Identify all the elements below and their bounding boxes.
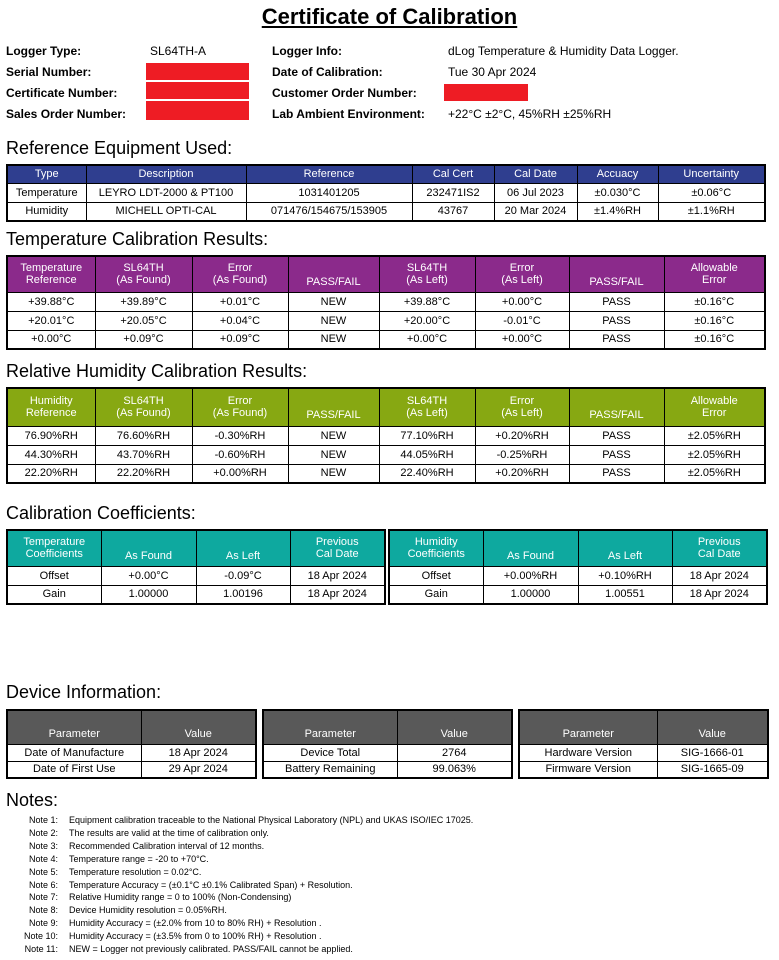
- table-cell: NEW: [288, 292, 379, 311]
- date-of-calibration-value: Tue 30 Apr 2024: [448, 65, 537, 79]
- certificate-title: Certificate of Calibration: [261, 4, 518, 29]
- table-row: [7, 761, 256, 778]
- table-cell: 2764: [397, 744, 512, 761]
- table-cell: +0.00%RH: [483, 566, 578, 585]
- hum-header-pass-fail: PASS/FAIL: [288, 388, 379, 426]
- table-cell: 18 Apr 2024: [141, 744, 256, 761]
- table-cell: 44.30%RH: [7, 445, 95, 464]
- table-cell: Offset: [7, 566, 101, 585]
- ref-header-reference: Reference: [246, 165, 412, 183]
- table-cell: +20.01°C: [7, 311, 95, 330]
- table-cell: +0.20%RH: [475, 464, 569, 483]
- hum-coef-header-name: Humidity Coefficients: [389, 530, 483, 566]
- device-information-heading: Device Information:: [6, 682, 162, 702]
- table-row: [519, 744, 768, 761]
- list-item: Note 11: NEW = Logger not previously calibrated. PASS/FAIL cannot be applied.: [24, 944, 353, 955]
- table-cell: 1031401205: [246, 183, 412, 202]
- table-row: [7, 585, 385, 604]
- table-row: [7, 292, 765, 311]
- hum-header-error-left: Error (As Left): [475, 388, 569, 426]
- table-cell: -0.60%RH: [192, 445, 288, 464]
- table-row: [519, 761, 768, 778]
- temperature-results-table: [6, 255, 766, 350]
- table-cell: PASS: [569, 330, 664, 349]
- table-cell: +0.00°C: [379, 330, 475, 349]
- date-of-calibration-label: Date of Calibration:: [272, 65, 383, 79]
- temp-header-allowable: Allowable Error: [664, 256, 765, 292]
- table-cell: Battery Remaining: [263, 761, 397, 778]
- device-header-parameter: Parameter: [519, 710, 657, 744]
- device-header-parameter: Parameter: [7, 710, 141, 744]
- notes-heading: Notes:: [6, 790, 59, 810]
- ref-header-accuracy: Accuacy: [577, 165, 658, 183]
- device-battery-table: [262, 709, 513, 779]
- table-cell: Date of First Use: [7, 761, 141, 778]
- notes-list: [22, 814, 473, 956]
- serial-number-label: Serial Number:: [6, 65, 92, 79]
- table-cell: +0.00%RH: [192, 464, 288, 483]
- table-row: [7, 464, 765, 483]
- hum-header-as-left: SL64TH (As Left): [379, 388, 475, 426]
- table-row: [263, 761, 512, 778]
- table-cell: ±1.4%RH: [577, 202, 658, 221]
- list-item: Note 8: Device Humidity resolution = 0.05%RH.: [28, 905, 227, 916]
- table-cell: Hardware Version: [519, 744, 657, 761]
- table-row: [389, 566, 767, 585]
- table-cell: +0.00°C: [475, 292, 569, 311]
- table-cell: ±0.16°C: [664, 311, 765, 330]
- table-row: [7, 426, 765, 445]
- logger-info-label: Logger Info:: [272, 44, 342, 58]
- ref-header-description: Description: [86, 165, 246, 183]
- sales-order-label: Sales Order Number:: [6, 107, 127, 121]
- hum-header-as-found: SL64TH (As Found): [95, 388, 192, 426]
- table-cell: 1.00196: [196, 585, 290, 604]
- table-cell: 22.20%RH: [7, 464, 95, 483]
- table-cell: +0.04°C: [192, 311, 288, 330]
- hum-header-reference: Humidity Reference: [7, 388, 95, 426]
- temp-coef-header-name: Temperature Coefficients: [7, 530, 101, 566]
- table-cell: ±2.05%RH: [664, 445, 765, 464]
- device-header-value: Value: [141, 710, 256, 744]
- list-item: Note 10: Humidity Accuracy = (±3.5% from 0 to 100% RH) + Resolution .: [23, 931, 322, 942]
- table-cell: ±0.030°C: [577, 183, 658, 202]
- table-cell: ±2.05%RH: [664, 426, 765, 445]
- table-row: [263, 744, 512, 761]
- table-cell: NEW: [288, 330, 379, 349]
- table-cell: 20 Mar 2024: [494, 202, 577, 221]
- table-cell: NEW: [288, 445, 379, 464]
- table-cell: +0.00°C: [101, 566, 196, 585]
- table-cell: +0.10%RH: [578, 566, 672, 585]
- hum-coef-header-as-found: As Found: [483, 530, 578, 566]
- hum-header-pass-fail-left: PASS/FAIL: [569, 388, 664, 426]
- device-version-table: [518, 709, 769, 779]
- table-row: [389, 585, 767, 604]
- table-cell: Date of Manufacture: [7, 744, 141, 761]
- table-cell: -0.30%RH: [192, 426, 288, 445]
- hum-header-error-found: Error (As Found): [192, 388, 288, 426]
- table-cell: ±0.16°C: [664, 292, 765, 311]
- lab-ambient-value: +22°C ±2°C, 45%RH ±25%RH: [448, 107, 612, 121]
- sales-order-redaction: [146, 101, 249, 120]
- table-cell: 1.00000: [101, 585, 196, 604]
- table-cell: ±2.05%RH: [664, 464, 765, 483]
- ref-header-type: Type: [7, 165, 86, 183]
- temp-header-as-left: SL64TH (As Left): [379, 256, 475, 292]
- temp-coef-header-previous: Previous Cal Date: [290, 530, 385, 566]
- table-cell: 22.40%RH: [379, 464, 475, 483]
- hum-coef-header-as-left: As Left: [578, 530, 672, 566]
- list-item: Note 7: Relative Humidity range = 0 to 100% (Non-Condensing): [28, 892, 292, 903]
- table-cell: 22.20%RH: [95, 464, 192, 483]
- table-cell: +0.09°C: [192, 330, 288, 349]
- table-cell: +20.00°C: [379, 311, 475, 330]
- temp-header-as-found: SL64TH (As Found): [95, 256, 192, 292]
- humidity-coefficients-table: [388, 529, 768, 605]
- table-row: [7, 744, 256, 761]
- temperature-coefficients-table: [6, 529, 386, 605]
- temp-coef-header-as-left: As Left: [196, 530, 290, 566]
- temp-header-error-found: Error (As Found): [192, 256, 288, 292]
- table-cell: MICHELL OPTI-CAL: [86, 202, 246, 221]
- customer-order-label: Customer Order Number:: [272, 86, 417, 100]
- table-cell: Firmware Version: [519, 761, 657, 778]
- table-cell: +0.00°C: [475, 330, 569, 349]
- table-cell: +39.89°C: [95, 292, 192, 311]
- logger-info-value: dLog Temperature & Humidity Data Logger.: [448, 44, 679, 58]
- table-row: [7, 330, 765, 349]
- table-cell: LEYRO LDT-2000 & PT100: [86, 183, 246, 202]
- temperature-results-heading: Temperature Calibration Results:: [6, 229, 269, 249]
- table-cell: PASS: [569, 464, 664, 483]
- table-row: [7, 202, 765, 221]
- hum-coef-header-previous: Previous Cal Date: [672, 530, 767, 566]
- table-cell: Temperature: [7, 183, 86, 202]
- temp-header-reference: Temperature Reference: [7, 256, 95, 292]
- list-item: Note 6: Temperature Accuracy = (±0.1°C ±0.1% Calibrated Span) + Resolution.: [28, 879, 353, 890]
- table-cell: 1.00551: [578, 585, 672, 604]
- device-header-value: Value: [657, 710, 768, 744]
- device-header-value: Value: [397, 710, 512, 744]
- table-cell: 071476/154675/153905: [246, 202, 412, 221]
- table-cell: +0.01°C: [192, 292, 288, 311]
- table-cell: SIG-1666-01: [657, 744, 768, 761]
- table-cell: Offset: [389, 566, 483, 585]
- table-cell: +39.88°C: [7, 292, 95, 311]
- table-cell: 29 Apr 2024: [141, 761, 256, 778]
- table-cell: 43.70%RH: [95, 445, 192, 464]
- table-row: [7, 183, 765, 202]
- table-cell: 77.10%RH: [379, 426, 475, 445]
- table-cell: ±1.1%RH: [658, 202, 765, 221]
- device-dates-table: [6, 709, 257, 779]
- table-cell: 99.063%: [397, 761, 512, 778]
- table-cell: 232471IS2: [412, 183, 494, 202]
- logger-type-value: SL64TH-A: [150, 44, 207, 58]
- table-cell: 18 Apr 2024: [290, 566, 385, 585]
- reference-equipment-table: [6, 164, 766, 222]
- temp-header-pass-fail: PASS/FAIL: [288, 256, 379, 292]
- list-item: Note 4: Temperature range = -20 to +70°C.: [28, 853, 209, 864]
- certificate-number-label: Certificate Number:: [6, 86, 118, 100]
- logger-type-label: Logger Type:: [6, 44, 82, 58]
- ref-header-cal-date: Cal Date: [494, 165, 577, 183]
- table-cell: NEW: [288, 311, 379, 330]
- temp-header-error-left: Error (As Left): [475, 256, 569, 292]
- table-cell: 18 Apr 2024: [672, 566, 767, 585]
- table-cell: +0.20%RH: [475, 426, 569, 445]
- table-cell: +20.05°C: [95, 311, 192, 330]
- table-cell: Gain: [389, 585, 483, 604]
- table-cell: -0.01°C: [475, 311, 569, 330]
- lab-ambient-label: Lab Ambient Environment:: [272, 107, 425, 121]
- table-cell: SIG-1665-09: [657, 761, 768, 778]
- table-cell: PASS: [569, 426, 664, 445]
- list-item: Note 2: The results are valid at the time of calibration only.: [28, 827, 269, 838]
- table-cell: 1.00000: [483, 585, 578, 604]
- table-cell: 76.90%RH: [7, 426, 95, 445]
- table-cell: NEW: [288, 426, 379, 445]
- table-cell: +0.09°C: [95, 330, 192, 349]
- table-cell: 06 Jul 2023: [494, 183, 577, 202]
- table-cell: -0.25%RH: [475, 445, 569, 464]
- table-cell: 18 Apr 2024: [290, 585, 385, 604]
- table-cell: Gain: [7, 585, 101, 604]
- table-cell: ±0.16°C: [664, 330, 765, 349]
- list-item: Note 3: Recommended Calibration interval of 12 months.: [28, 840, 265, 851]
- table-cell: NEW: [288, 464, 379, 483]
- table-cell: 43767: [412, 202, 494, 221]
- certificate-number-redaction: [146, 82, 249, 99]
- customer-order-redaction: [444, 84, 528, 101]
- table-cell: 76.60%RH: [95, 426, 192, 445]
- table-cell: 18 Apr 2024: [672, 585, 767, 604]
- hum-header-allowable: Allowable Error: [664, 388, 765, 426]
- temp-header-pass-fail-left: PASS/FAIL: [569, 256, 664, 292]
- table-row: [7, 311, 765, 330]
- list-item: Note 1: Equipment calibration traceable to the National Physical Laboratory (NPL) and UKAS ISO/IEC 17025.: [28, 815, 474, 825]
- humidity-results-table: [6, 387, 766, 484]
- humidity-results-heading: Relative Humidity Calibration Results:: [6, 361, 308, 381]
- table-cell: PASS: [569, 445, 664, 464]
- table-cell: +0.00°C: [7, 330, 95, 349]
- table-cell: PASS: [569, 292, 664, 311]
- table-row: [7, 566, 385, 585]
- temp-coef-header-as-found: As Found: [101, 530, 196, 566]
- table-cell: Device Total: [263, 744, 397, 761]
- ref-header-uncertainty: Uncertainty: [658, 165, 765, 183]
- table-cell: Humidity: [7, 202, 86, 221]
- table-cell: -0.09°C: [196, 566, 290, 585]
- table-cell: +39.88°C: [379, 292, 475, 311]
- list-item: Note 5: Temperature resolution = 0.02°C.: [28, 866, 202, 877]
- table-cell: PASS: [569, 311, 664, 330]
- device-header-parameter: Parameter: [263, 710, 397, 744]
- table-row: [7, 445, 765, 464]
- reference-equipment-heading: Reference Equipment Used:: [6, 138, 233, 158]
- table-cell: 44.05%RH: [379, 445, 475, 464]
- list-item: Note 9: Humidity Accuracy = (±2.0% from 10 to 80% RH) + Resolution .: [28, 918, 322, 929]
- table-cell: ±0.06°C: [658, 183, 765, 202]
- serial-number-redaction: [146, 63, 249, 80]
- coefficients-heading: Calibration Coefficients:: [6, 503, 196, 523]
- ref-header-cal-cert: Cal Cert: [412, 165, 494, 183]
